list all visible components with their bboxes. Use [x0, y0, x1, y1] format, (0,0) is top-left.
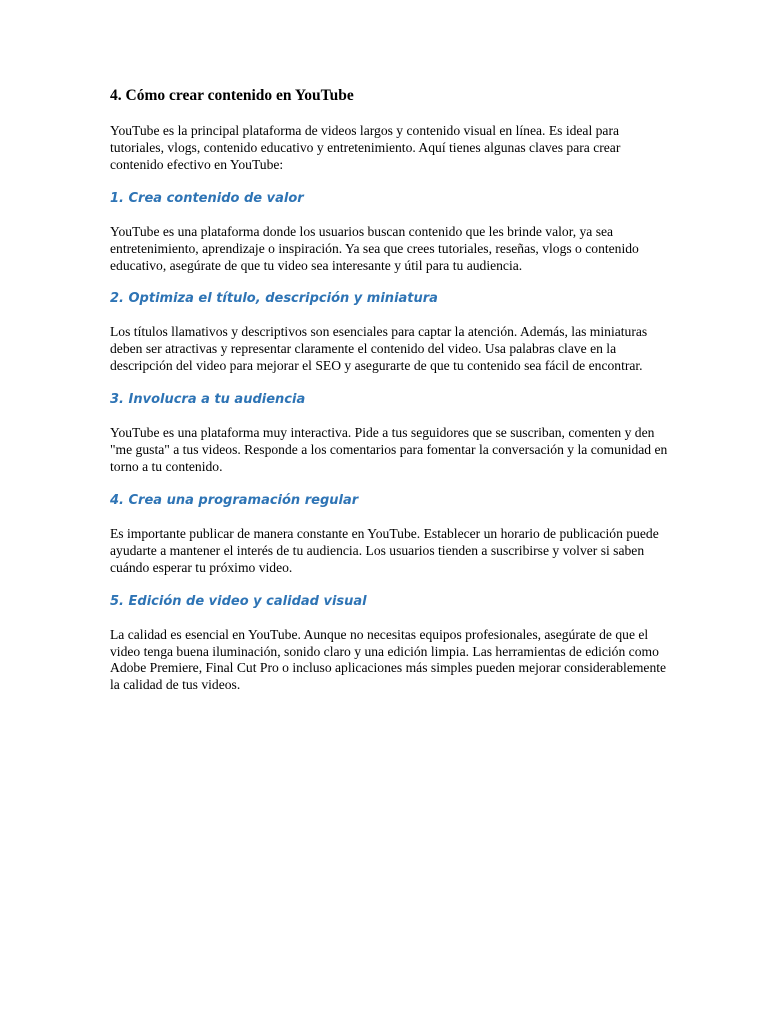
section-body-3: YouTube es una plataforma muy interactiva. Pide a tus seguidores que se suscriban, comenten y den "me gusta" a tus videos. Responde a los comentarios para fomentar la conversación y la comunidad en torno a tu contenido.	[110, 425, 668, 474]
document-title: 4. Cómo crear contenido en YouTube	[110, 87, 354, 104]
section-body-4: Es importante publicar de manera constante en YouTube. Establecer un horario de publicación puede ayudarte a mantener el interés de tu audiencia. Los usuarios tienden a suscribirse y volver si saben cuándo esperar tu próximo video.	[110, 525, 659, 575]
section-heading-1: 1. Crea contenido de valor	[110, 190, 304, 206]
section-heading-4: 4. Crea una programación regular	[110, 492, 359, 508]
intro-paragraph: YouTube es la principal plataforma de videos largos y contenido visual en línea. Es ideal para tutoriales, vlogs, contenido educativo y entretenimiento. Aquí tienes algunas claves para crear contenido efectivo en YouTube:	[110, 123, 621, 172]
section-body-1: YouTube es una plataforma donde los usuarios buscan contenido que les brinde valor, ya sea entretenimiento, aprendizaje o inspiración. Ya sea que crees tutoriales, reseñas, vlogs o contenido educativo, asegúrate de que tu video sea interesante y útil para tu audiencia.	[110, 223, 639, 273]
section-heading-3: 3. Involucra a tu audiencia	[110, 392, 306, 408]
section-body-2: Los títulos llamativos y descriptivos son esenciales para captar la atención. Además, las miniaturas deben ser atractivas y representar claramente el contenido del video. Usa palabras clave en la descripción del video para mejorar el SEO y asegurarte de que tu contenido sea fácil de encontrar.	[110, 324, 648, 374]
section-heading-2: 2. Optimiza el título, descripción y miniatura	[110, 291, 438, 307]
section-heading-5: 5. Edición de video y calidad visual	[110, 593, 367, 609]
section-body-5: La calidad es esencial en YouTube. Aunque no necesitas equipos profesionales, asegúrate de que el video tenga buena iluminación, sonido claro y una edición limpia. Las herramientas de edición como Adobe Premiere, Final Cut Pro o incluso aplicaciones más simples pueden mejorar considerablemente la calidad de tus videos.	[110, 626, 667, 693]
document-page	[110, 86, 670, 694]
